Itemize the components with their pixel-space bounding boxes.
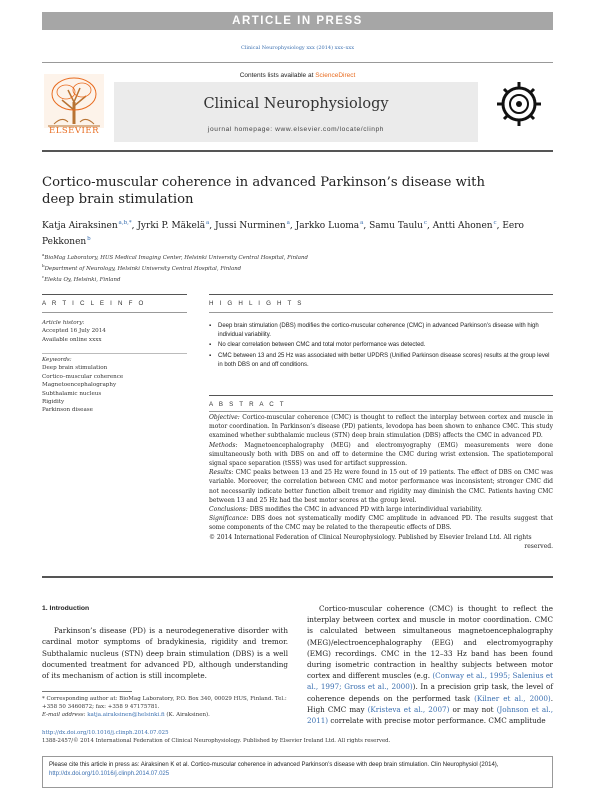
publisher-name: ELSEVIER [49, 126, 99, 136]
history-label: Article history: [42, 320, 85, 326]
abstract-body [209, 413, 553, 551]
author[interactable]: Eero Pekkonen $^b$ [42, 221, 524, 247]
journal-homepage-link[interactable]: journal homepage: www.elsevier.com/locate/clinph [207, 126, 385, 133]
intro-heading: 1. Introduction [42, 605, 90, 612]
keyword-item: Parkinson disease [42, 407, 93, 414]
journal-title-box [114, 82, 478, 142]
keywords-block [42, 356, 187, 415]
keywords-rule [42, 353, 187, 354]
citation-doi-link[interactable]: http://dx.doi.org/10.1016/j.clinph.2014.07.025 [49, 771, 170, 777]
journal-cover-icon [491, 72, 547, 142]
author[interactable]: Jyrki P. Mäkelä $^a$ [137, 220, 210, 231]
citation-box: Please cite this article in press as: Airaksinen K et al. Cortico-muscular coherence in advanced Parkinson’s disease with deep brain stimulation. Clin Neurophysiol (2014), http://dx.doi.org/10.1016/j.clinph.2014.07.025 [42, 756, 553, 788]
highlights-heading: H I G H L I G H T S [209, 300, 304, 307]
author[interactable]: Samu Taulu $^c$ [369, 220, 427, 231]
abstract-methods: Methods: Magnetoencephalography (MEG) and electromyography (EMG) measurements were done simultaneously both with DBS on and off to determine the CMC during wrist extension. The spatiotemporal signal space separation (tSSS) was used for artifact suppression. [209, 441, 553, 468]
citation-link[interactable]: (Kilner et al., 2000) [474, 693, 551, 703]
abstract-copyright: © 2014 International Federation of Clinical Neurophysiology. Published by Elsevier Ireland Ltd. All rights [209, 533, 532, 541]
abstract-objective: Objective: Cortico-muscular coherence (CMC) is thought to reflect the interplay between cortex and muscle in motor coordination. In Parkinson’s disease (PD) patients, levodopa has been shown to enhance CMC. This study examined whether subthalamic nucleus (STN) deep brain stimulation (DBS) affects the CMC in advanced PD. [209, 414, 553, 440]
article-history [42, 319, 187, 344]
keyword-item: Rigidity [42, 399, 65, 406]
author-list: Katja Airaksinen $^{a,b,*}$, Jyrki P. Mäkelä $^a$, Jussi Nurminen $^a$, Jarkko Luoma $^a$, Samu Taulu $^c$, Antti Ahonen $^c$, Eero Pekkonen $^b$ [42, 220, 524, 247]
corresponding-author: * Corresponding author at: BioMag Laboratory, P.O. Box 340, 00029 HUS, Finland. Tel.: +358 50 3460872; fax: +358 9 47175781. [42, 696, 287, 711]
accepted-date: Accepted 16 July 2014 [42, 328, 106, 335]
highlight-item: ▪ CMC between 13 and 25 Hz was associated with better UPDRS (Unified Parkinson disease scores) results at the group level in both DBS on and off conditions. [209, 352, 553, 370]
journal-title: Clinical Neurophysiology [203, 96, 389, 112]
article-info-subrule [42, 312, 187, 313]
abstract-subrule [209, 411, 553, 412]
abstract-copyright-end: reserved. [524, 542, 553, 550]
abstract-significance: Significance: DBS does not systematically modify CMC amplitude in advanced PD. The results suggest that some components of the CMC may be related to the therapeutic effects of DBS. [209, 515, 553, 532]
abstract-results: Results: CMC peaks between 13 and 25 Hz were found in 15 out of 19 patients. The effect of DBS on CMC was variable. Moreover, the correlation between CMC and motor performance was inconsistent; stronger CMC did not necessarily indicate better function albeit tremor and rigidity may diminish the CMC. Patients having CMC between 13 and 25 Hz had the best motor scores at the group level. [209, 469, 553, 504]
issn-line: 1388-2457/© 2014 International Federation of Clinical Neurophysiology. Published by Elsevier Ireland Ltd. All rights reserved. [42, 738, 391, 745]
intro-paragraph: Cortico-muscular coherence (CMC) is thought to reflect the interplay between cortex and muscle in motor coordination. CMC is calculated between simultaneous magnetoencephalography (MEG)/electroencephalography (EEG) and electromyography (EMG) recordings. CMC in the 12–33 Hz band has been found during isometric contraction in healthy subjects between motor cortex and different muscles (e.g. (Conway et al., 1995; Salenius et al., 1997; Gross et al., 2000)). In a precision grip task, the level of coherence depends on the performed task (Kilner et al., 2000). High CMC may (Kristeva et al., 2007) or may not (Johnson et al., 2011) correlate with precise motor performance. CMC amplitude [307, 604, 553, 726]
citation-link[interactable]: (Kristeva et al., 2007) [367, 704, 450, 714]
keyword-item: Cortico–muscular coherence [42, 373, 124, 380]
doi-link[interactable]: http://dx.doi.org/10.1016/j.clinph.2014.07.025 [42, 730, 169, 736]
abstract-conclusions: Conclusions: DBS modifies the CMC in advanced PD with large interindividual variability. [209, 506, 483, 514]
journal-header [42, 68, 553, 146]
journal-reference-link[interactable]: Clinical Neurophysiology xxx (2014) xxx–xxx [240, 45, 355, 51]
contents-prefix: Contents lists available at [239, 72, 316, 79]
highlight-item: ▪ No clear correlation between CMC and total motor performance was detected. [209, 341, 553, 350]
intro-paragraph: Parkinson’s disease (PD) is a neurodegenerative disorder with cardinal motor symptoms of bradykinesia, rigidity and tremor. Subthalamic nucleus (STN) deep brain stimulation (DBS) is a well documented treatment for advanced PD, although understanding of its mechanism of action is still incomplete. [42, 626, 288, 681]
article-in-press-banner: ARTICLE IN PRESS [42, 12, 553, 30]
bottom-info [42, 729, 553, 746]
affiliation-item: $^b$Department of Neurology, Helsinki University Central Hospital, Finland [42, 263, 242, 272]
header-top-rule [42, 62, 553, 63]
abstract-rule [209, 395, 553, 396]
keywords-label: Keywords: [42, 357, 72, 363]
citation-link[interactable]: (Conway et al., 1995; Salenius et al., 1997; Gross et al., 2000) [307, 671, 553, 692]
online-date: Available online xxxx [42, 336, 102, 343]
author[interactable]: Jussi Nurminen $^a$ [215, 220, 290, 231]
intro-left-column [42, 603, 288, 681]
author[interactable]: Jarkko Luoma $^a$ [295, 220, 364, 231]
author[interactable]: Antti Ahonen $^c$ [432, 220, 497, 231]
abstract-bottom-rule [42, 576, 553, 578]
header-bottom-rule [42, 150, 553, 152]
highlight-item: ▪ Deep brain stimulation (DBS) modifies the cortico-muscular coherence (CMC) in advanced Parkinson’s disease with high individual variability. [209, 322, 553, 340]
article-info-heading: A R T I C L E I N F O [42, 300, 146, 307]
affiliation-item: $^c$Elekta Oy, Helsinki, Finland [42, 274, 121, 284]
email-link[interactable]: katja.airaksinen@helsinki.fi [87, 712, 165, 719]
highlights-list [209, 322, 553, 371]
affiliations [42, 251, 553, 285]
article-info-rule [42, 294, 187, 295]
highlights-subrule [209, 312, 553, 313]
keyword-item: Deep brain stimulation [42, 365, 108, 372]
footnote-rule [42, 691, 132, 692]
article-title: Cortico-muscular coherence in advanced Parkinson’s disease with deep brain stimulation [42, 175, 485, 207]
author[interactable]: Katja Airaksinen $^{a,b,*}$ [42, 220, 132, 231]
abstract-heading: A B S T R A C T [209, 401, 286, 408]
affiliation-item: $^a$BioMag Laboratory, HUS Medical Imaging Center, Helsinki University Central Hospital, Finland [42, 252, 308, 261]
highlights-rule [209, 294, 553, 295]
corresponding-footnote [42, 695, 288, 720]
email-line: E-mail address: katja.airaksinen@helsinki.fi (K. Airaksinen). [42, 712, 210, 719]
contents-available-line [42, 72, 553, 79]
keyword-item: Subthalamic nucleus [42, 390, 102, 397]
intro-right-column [307, 603, 553, 726]
citation-link[interactable]: (Johnson et al., 2011) [307, 704, 553, 726]
sciencedirect-link[interactable]: ScienceDirect [315, 72, 356, 79]
keyword-item: Magnetoencephalography [42, 382, 117, 389]
